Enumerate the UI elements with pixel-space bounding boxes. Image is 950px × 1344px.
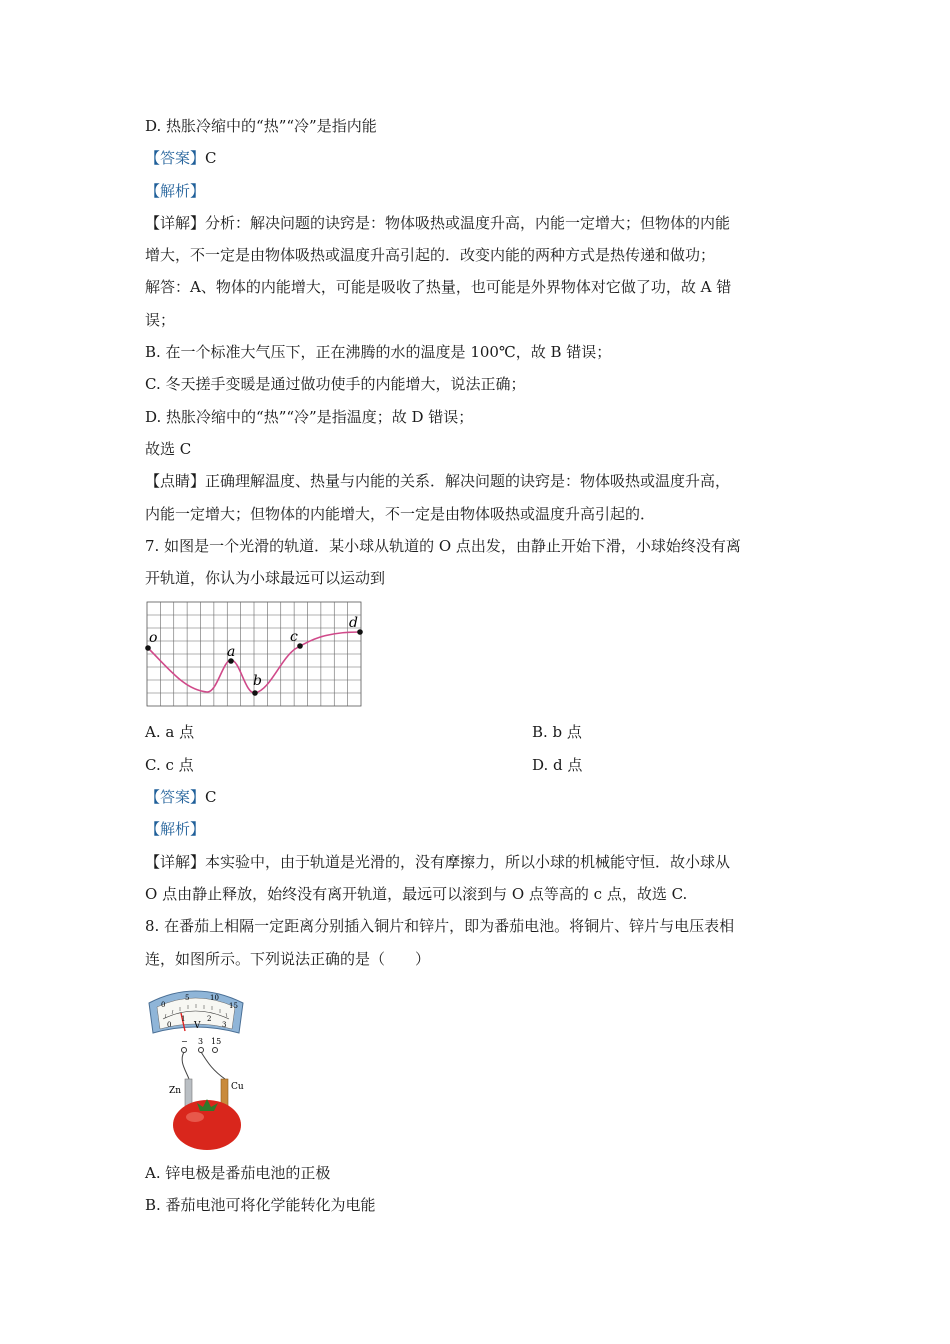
cu-label: Cu — [231, 1081, 244, 1092]
track-diagram — [145, 600, 365, 710]
option-b: B. b 点 — [532, 723, 582, 742]
options-row-1 — [145, 716, 815, 748]
point-b — [252, 691, 258, 697]
scale-top-0: 0 — [161, 1000, 166, 1009]
question-8-line-1: 8. 在番茄上相隔一定距离分别插入铜片和锌片，即为番茄电池。将铜片、锌片与电压表相 — [145, 917, 735, 936]
label-c: c — [290, 629, 298, 646]
options-row-2 — [145, 749, 815, 781]
wire-zn — [182, 1052, 189, 1079]
point-c — [297, 644, 303, 650]
tip-line — [145, 465, 815, 497]
option-c: C. c 点 — [145, 755, 194, 774]
unit-label: V — [194, 1020, 201, 1031]
answer-value: C — [205, 149, 217, 168]
solution-d: D. 热胀冷缩中的“热”“冷”是指温度；故 D 错误； — [145, 407, 474, 426]
analysis-tag-2: 【解析】 — [145, 820, 206, 839]
option-d-prev: D. 热胀冷缩中的“热”“冷”是指内能 — [145, 117, 377, 135]
scale-top-1: 5 — [185, 993, 190, 1002]
scale-top-3: 15 — [229, 1001, 238, 1010]
terminal-neg-label: − — [181, 1036, 188, 1046]
point-o — [145, 646, 151, 652]
answer-value-2: C — [205, 788, 217, 807]
answer-tag: 【答案】 — [145, 149, 206, 168]
option-a: A. a 点 — [145, 723, 195, 742]
scale-bottom-1: 1 — [181, 1014, 186, 1023]
detail-line-1b: 增大，不一定是由物体吸热或温度升高引起的．改变内能的两种方式是热传递和做功； — [145, 246, 716, 265]
document-page — [145, 110, 815, 1221]
scale-bottom-0: 0 — [167, 1020, 172, 1029]
scale-bottom-3: 3 — [222, 1020, 227, 1029]
question-7-line-2: 开轨道，你认为小球最远可以运动到 — [145, 569, 386, 588]
option-8-b: B. 番茄电池可将化学能转化为电能 — [145, 1196, 376, 1215]
terminal-15-label: 15 — [211, 1036, 222, 1046]
question-7-line-1: 7. 如图是一个光滑的轨道．某小球从轨道的 O 点出发，由静止开始下滑，小球始终没有离 — [145, 536, 741, 555]
scale-top-2: 10 — [210, 993, 219, 1002]
solution-b: B. 在一个标准大气压下，正在沸腾的水的温度是 100℃，故 B 错误； — [145, 343, 612, 362]
option-8-a: A. 锌电极是番茄电池的正极 — [145, 1163, 331, 1182]
terminal-3 — [199, 1047, 204, 1052]
solution-c: C. 冬天搓手变暖是通过做功使手的内能增大，说法正确； — [145, 375, 526, 394]
detail-text-2: 本实验中，由于轨道是光滑的，没有摩擦力，所以小球的机械能守恒．故小球从 — [205, 852, 731, 871]
terminal-15 — [213, 1047, 218, 1052]
solution-a-cont: 误； — [145, 310, 176, 329]
detail-line-2b: O 点由静止释放，始终没有离开轨道，最远可以滚到与 O 点等高的 c 点，故选 C. — [145, 884, 688, 903]
detail-tag: 【详解】 — [145, 213, 206, 232]
label-d: d — [349, 615, 358, 632]
scale-bottom-2: 2 — [207, 1014, 212, 1023]
answer-line-1 — [145, 142, 815, 174]
answer-line-2 — [145, 781, 815, 813]
choose-line: 故选 C — [145, 439, 192, 458]
detail-line-2 — [145, 846, 815, 878]
tip-tag: 【点睛】 — [145, 472, 206, 491]
terminal-neg — [182, 1047, 187, 1052]
answer-tag-2: 【答案】 — [145, 788, 206, 807]
label-o: o — [149, 630, 158, 647]
terminal-3-label: 3 — [198, 1036, 204, 1046]
tip-text: 正确理解温度、热量与内能的关系．解决问题的诀窍是：物体吸热或温度升高， — [205, 472, 731, 491]
tomato-battery-figure — [145, 981, 815, 1151]
detail-text: 分析：解决问题的诀窍是：物体吸热或温度升高，内能一定增大；但物体的内能 — [205, 213, 731, 232]
label-b: b — [253, 673, 262, 690]
tomato-battery-diagram — [145, 981, 265, 1151]
option-d: D. d 点 — [532, 755, 583, 774]
question-8-line-2: 连，如图所示。下列说法正确的是（ ） — [145, 949, 431, 968]
detail-line-1 — [145, 207, 815, 239]
zn-label: Zn — [169, 1085, 182, 1096]
wire-cu — [201, 1052, 225, 1079]
label-a: a — [227, 644, 236, 661]
point-d — [357, 630, 363, 636]
detail-tag-2: 【详解】 — [145, 852, 206, 871]
solution-a: 解答：A、物体的内能增大，可能是吸收了热量，也可能是外界物体对它做了功，故 A 错 — [145, 278, 732, 297]
tip-line-cont: 内能一定增大；但物体的内能增大，不一定是由物体吸热或温度升高引起的． — [145, 504, 656, 523]
track-figure — [145, 600, 815, 710]
tomato-highlight — [186, 1112, 204, 1122]
analysis-tag-1: 【解析】 — [145, 181, 206, 200]
